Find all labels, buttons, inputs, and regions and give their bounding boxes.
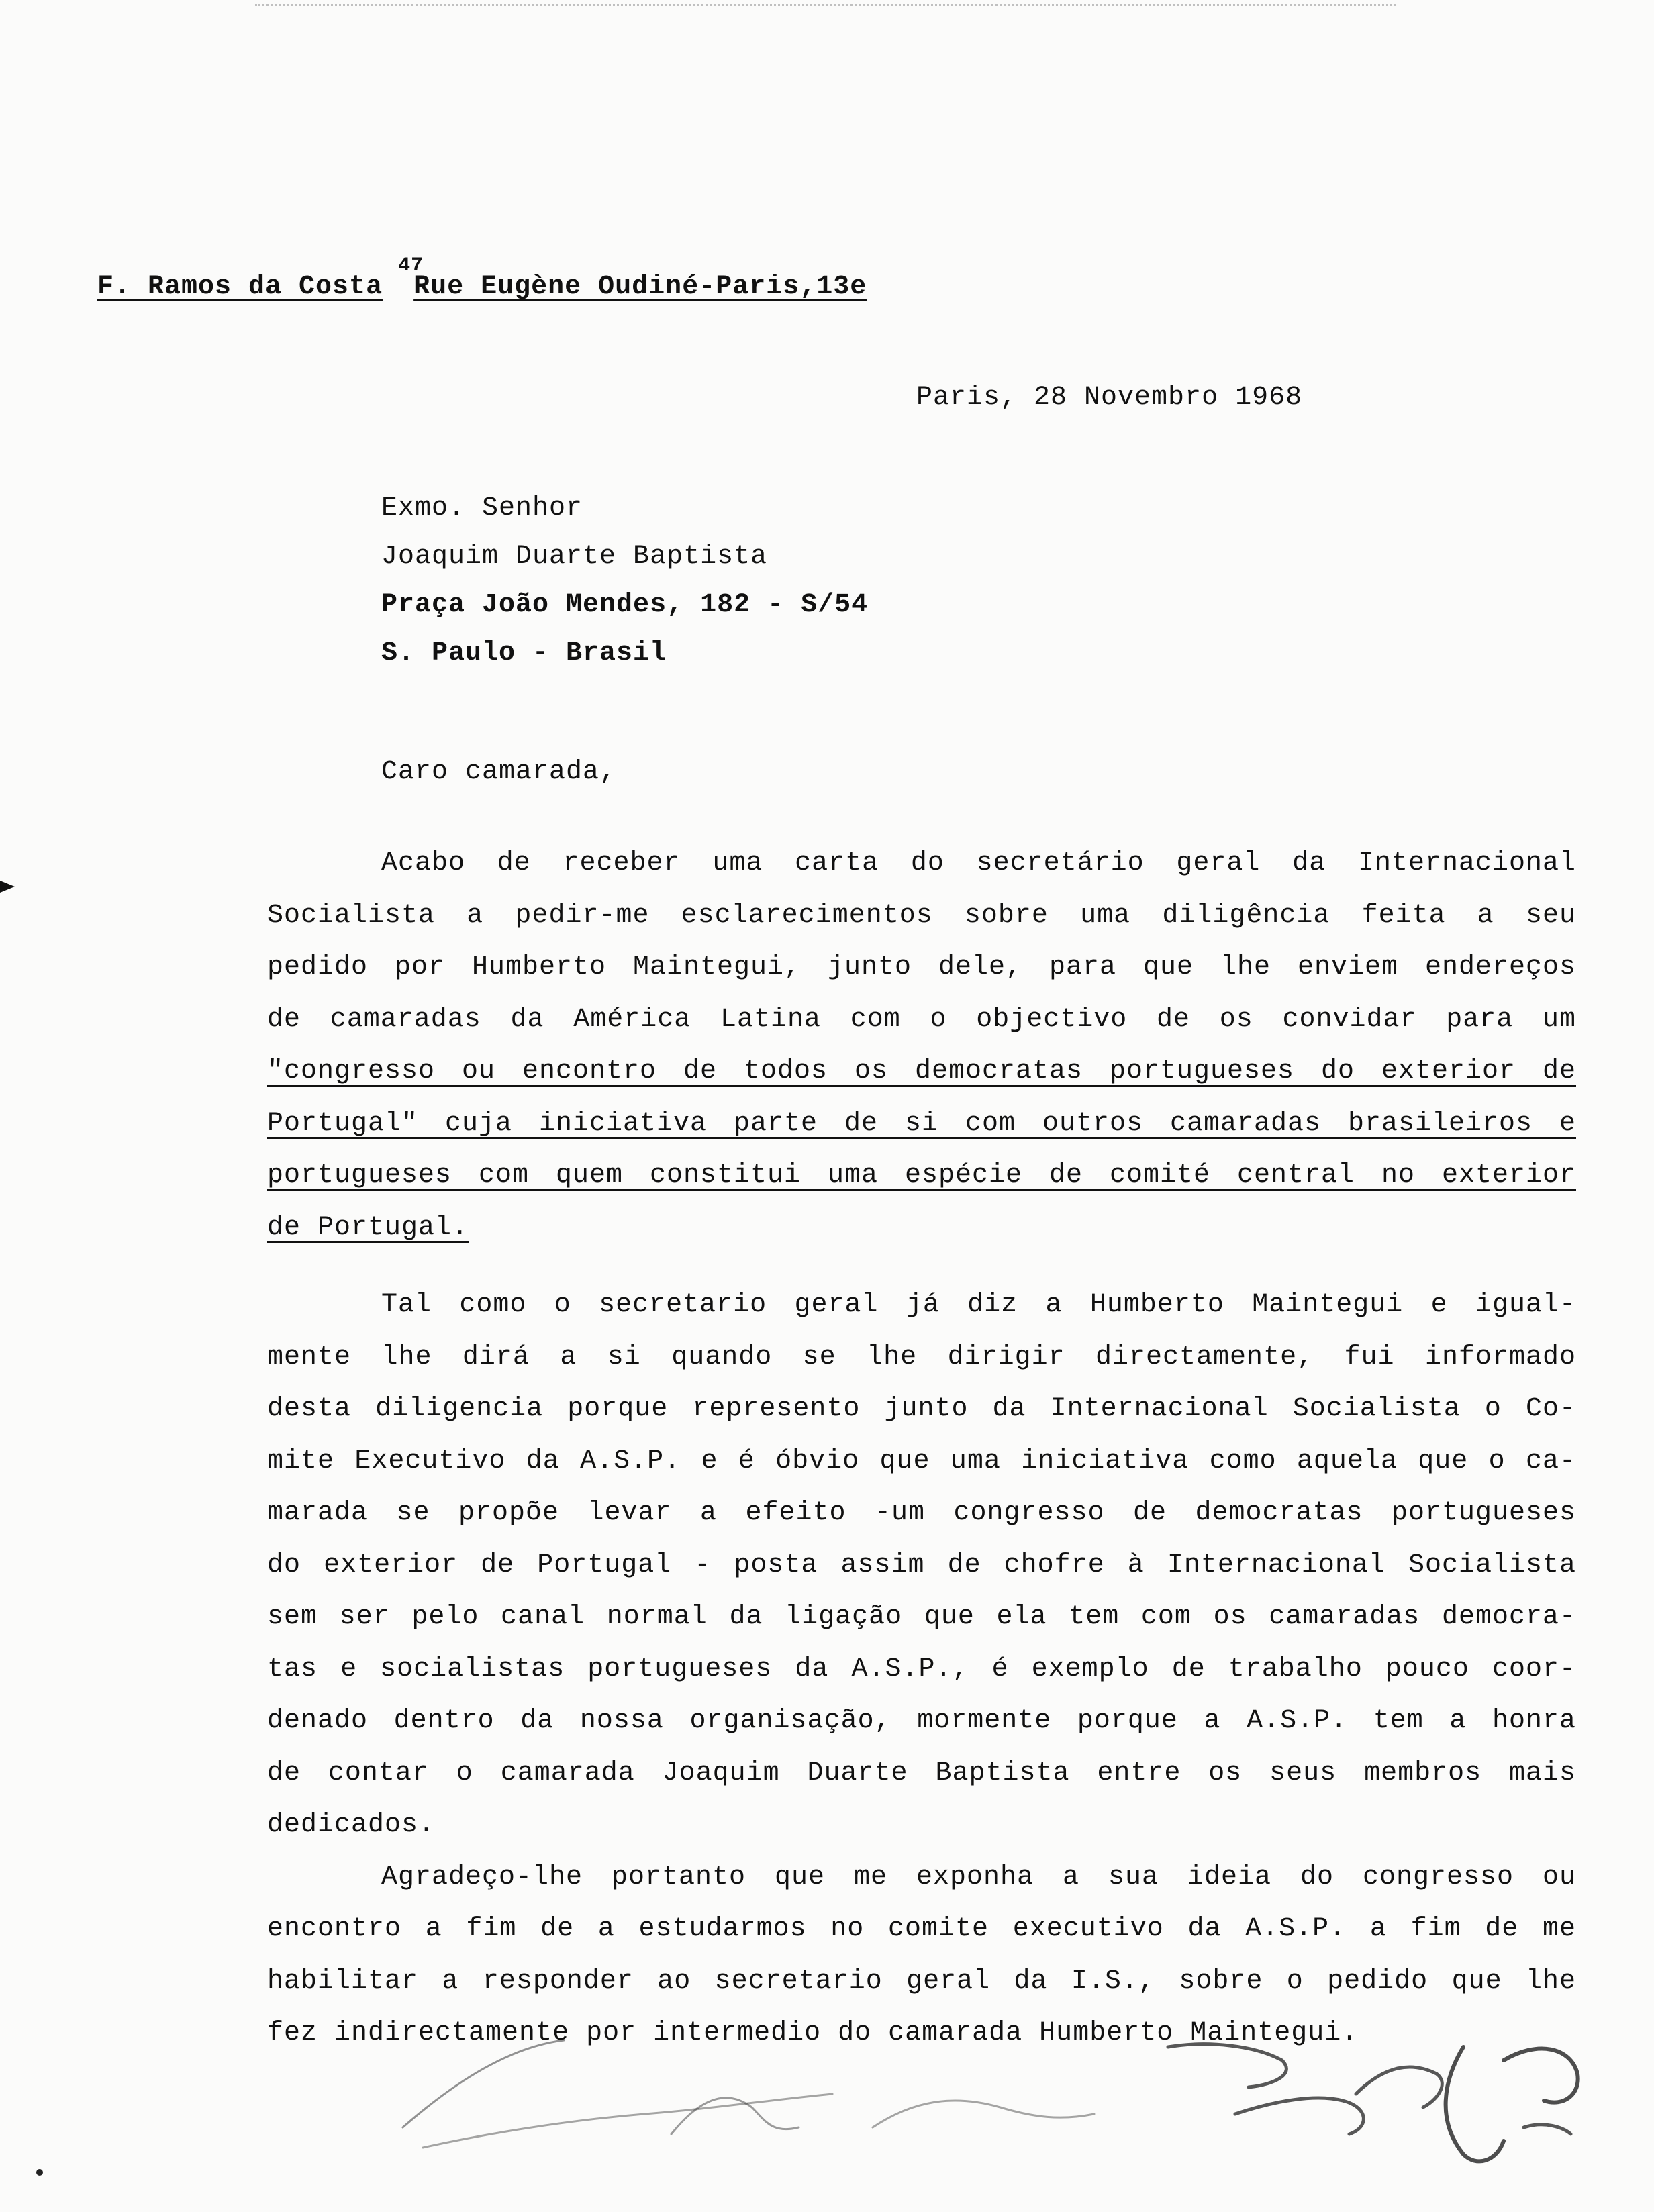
- margin-mark: [0, 881, 15, 893]
- body-line: mente lhe dirá a si quando se lhe dirigir directamente, fui informado: [267, 1342, 1576, 1372]
- recipient-name: Joaquim Duarte Baptista: [381, 542, 768, 572]
- recipient-title: Exmo. Senhor: [381, 493, 583, 523]
- body-line: denado dentro da nossa organisação, mormente porque a A.S.P. tem a honra: [267, 1706, 1576, 1736]
- recipient-street: Praça João Mendes, 182 - S/54: [381, 590, 869, 620]
- recipient-block: [381, 485, 868, 678]
- body-line: marada se propõe levar a efeito -um congresso de democratas portugueses: [267, 1498, 1576, 1528]
- body-line-underlined: Portugal" cuja iniciativa parte de si com outros camaradas brasileiros e: [267, 1108, 1576, 1139]
- salutation: Caro camarada,: [381, 757, 617, 787]
- body-line: Acabo de receber uma carta do secretário geral da Internacional: [381, 848, 1576, 878]
- body-line-underlined: portugueses com quem constitui uma espécie de comité central no exterior: [267, 1160, 1576, 1191]
- body-line: fez indirectamente por intermedio do camarada Humberto Maintegui.: [267, 2018, 1359, 2048]
- body-line: sem ser pelo canal normal da ligação que ela tem com os camaradas democra-: [267, 1602, 1576, 1632]
- body-line: Socialista a pedir-me esclarecimentos sobre uma diligência feita a seu: [267, 900, 1576, 931]
- signature-strokes: [362, 2020, 1611, 2174]
- body-line: habilitar a responder ao secretario geral da I.S., sobre o pedido que lhe: [267, 1966, 1576, 1997]
- body-line: dedicados.: [267, 1810, 436, 1840]
- body-line: desta diligencia porque represento junto da Internacional Socialista o Co-: [267, 1394, 1576, 1424]
- body-line: pedido por Humberto Maintegui, junto dele, para que lhe enviem endereços: [267, 952, 1576, 983]
- body-line: do exterior de Portugal - posta assim de chofre à Internacional Socialista: [267, 1550, 1576, 1580]
- body-line-underlined: "congresso ou encontro de todos os democratas portugueses do exterior de: [267, 1056, 1576, 1087]
- letter-body: [267, 838, 1576, 2060]
- body-line: Agradeço-lhe portanto que me exponha a sua ideia do congresso ou: [381, 1862, 1576, 1893]
- body-line: de camaradas da América Latina com o objectivo de os convidar para um: [267, 1004, 1576, 1035]
- body-line: encontro a fim de a estudarmos no comite executivo da A.S.P. a fim de me: [267, 1914, 1576, 1944]
- body-line: de contar o camarada Joaquim Duarte Baptista entre os seus membros mais: [267, 1758, 1576, 1789]
- body-line-underlined: de Portugal.: [267, 1212, 469, 1243]
- handwritten-signature: [362, 2020, 1611, 2174]
- body-line: tas e socialistas portugueses da A.S.P., é exemplo de trabalho pouco coor-: [267, 1654, 1576, 1685]
- scan-speck: [36, 2169, 43, 2176]
- scan-top-edge: [255, 4, 1396, 9]
- sender-name: F. Ramos da Costa: [97, 272, 383, 302]
- body-line: Tal como o secretario geral já diz a Humberto Maintegui e igual-: [381, 1290, 1576, 1320]
- recipient-city: S. Paulo - Brasil: [381, 638, 667, 668]
- sender-house-number: 47: [398, 254, 424, 277]
- body-line: mite Executivo da A.S.P. e é óbvio que uma iniciativa como aquela que o ca-: [267, 1446, 1576, 1476]
- sender-line: [97, 254, 970, 302]
- sender-address: Rue Eugène Oudiné-Paris,13e: [414, 272, 867, 302]
- paragraph-gap: [267, 1254, 1576, 1279]
- letter-date: Paris, 28 Novembro 1968: [916, 383, 1303, 413]
